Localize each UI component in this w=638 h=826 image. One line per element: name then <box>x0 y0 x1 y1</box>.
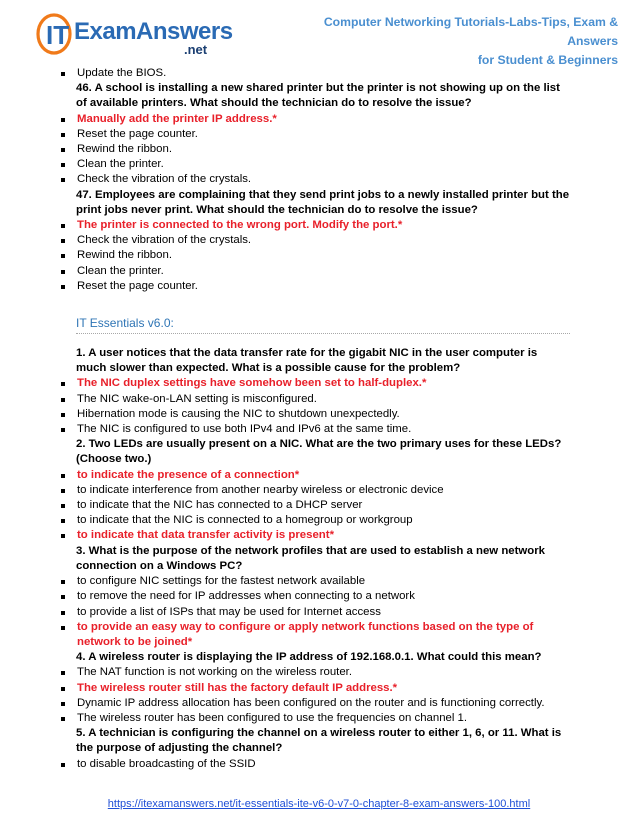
option-item: Clean the printer. <box>60 157 570 172</box>
option-item: to provide a list of ISPs that may be used for Internet access <box>60 605 570 620</box>
logo-mark-icon <box>36 12 76 56</box>
correct-answer-item: to indicate the presence of a connection* <box>60 468 570 483</box>
question-text: 1. A user notices that the data transfer rate for the gigabit NIC in the user computer is much slower than expected. What is a possible cause for the problem? <box>76 347 538 375</box>
question-text: 47. Employees are complaining that they send print jobs to a newly installed printer but the print jobs never print. What should the technician do to resolve the issue? <box>76 188 570 216</box>
option-item: The NIC is configured to use both IPv4 and IPv6 at the same time. <box>60 422 570 437</box>
question-text: 3. What is the purpose of the network profiles that are used to establish a new network connection on a Windows PC? <box>76 544 545 572</box>
option-item: Update the BIOS. <box>60 66 570 81</box>
option-item: Dynamic IP address allocation has been configured on the router and is functioning correctly. <box>60 696 570 711</box>
logo-it-text: IT <box>46 20 70 50</box>
option-item: Reset the page counter. <box>60 127 570 142</box>
correct-answer-item: to indicate that data transfer activity is present* <box>60 528 570 543</box>
correct-answer-item: The printer is connected to the wrong port. Modify the port.* <box>60 218 570 233</box>
site-logo[interactable] <box>36 12 233 58</box>
question-text: 46. A school is installing a new shared printer but the printer is not showing up on the list of available printers. What should the technician do to resolve the issue? <box>76 82 560 110</box>
logo-net-text: .net <box>184 42 208 57</box>
question-text: 4. A wireless router is displaying the IP address of 192.168.0.1. What could this mean? <box>76 651 542 664</box>
correct-answer-item: Manually add the printer IP address.* <box>60 112 570 127</box>
option-item: Reset the page counter. <box>60 279 570 294</box>
question-text: 2. Two LEDs are usually present on a NIC. What are the two primary uses for these LEDs? (Choose two.) <box>76 438 562 466</box>
page-header <box>0 0 638 67</box>
option-item: to configure NIC settings for the fastest network available <box>60 574 570 589</box>
option-item: The NIC wake-on-LAN setting is misconfigured. <box>60 392 570 407</box>
correct-answer-item: The NIC duplex settings have somehow been set to half-duplex.* <box>60 376 570 391</box>
section-heading: IT Essentials v6.0: <box>76 316 570 334</box>
option-item: Check the vibration of the crystals. <box>60 172 570 187</box>
option-item: to remove the need for IP addresses when connecting to a network <box>60 589 570 604</box>
option-item: to indicate that the NIC is connected to a homegroup or workgroup <box>60 513 570 528</box>
option-item: The NAT function is not working on the wireless router. <box>60 665 570 680</box>
correct-answer-item: The wireless router still has the factory default IP address.* <box>60 681 570 696</box>
option-item: to indicate that the NIC has connected to a DHCP server <box>60 498 570 513</box>
option-item: Check the vibration of the crystals. <box>60 233 570 248</box>
question-text: 5. A technician is configuring the channel on a wireless router to either 1, 6, or 11. What is the purpose of adjusting the channel? <box>76 727 562 755</box>
site-tagline <box>278 13 618 70</box>
option-item: The wireless router has been configured to use the frequencies on channel 1. <box>60 711 570 726</box>
option-item: to disable broadcasting of the SSID <box>60 757 570 772</box>
chapter-8-questions-block <box>60 66 570 294</box>
tagline-line-2: for Student & Beginners <box>477 53 618 67</box>
tagline-line-1: Computer Networking Tutorials-Labs-Tips, Exam & Answers <box>323 15 618 48</box>
footer-link[interactable]: https://itexamanswers.net/it-essentials-ite-v6-0-v7-0-chapter-8-exam-answers-100.html <box>107 798 531 810</box>
option-item: Rewind the ribbon. <box>60 142 570 157</box>
correct-answer-item: to provide an easy way to configure or apply network functions based on the type of network to be joined* <box>60 620 570 650</box>
option-item: Hibernation mode is causing the NIC to shutdown unexpectedly. <box>60 407 570 422</box>
option-item: to indicate interference from another nearby wireless or electronic device <box>60 483 570 498</box>
option-item: Clean the printer. <box>60 264 570 279</box>
document-body <box>60 66 570 772</box>
it-essentials-v6-questions-block <box>60 346 570 772</box>
option-item: Rewind the ribbon. <box>60 248 570 263</box>
logo-main-text: ExamAnswers <box>74 18 233 45</box>
